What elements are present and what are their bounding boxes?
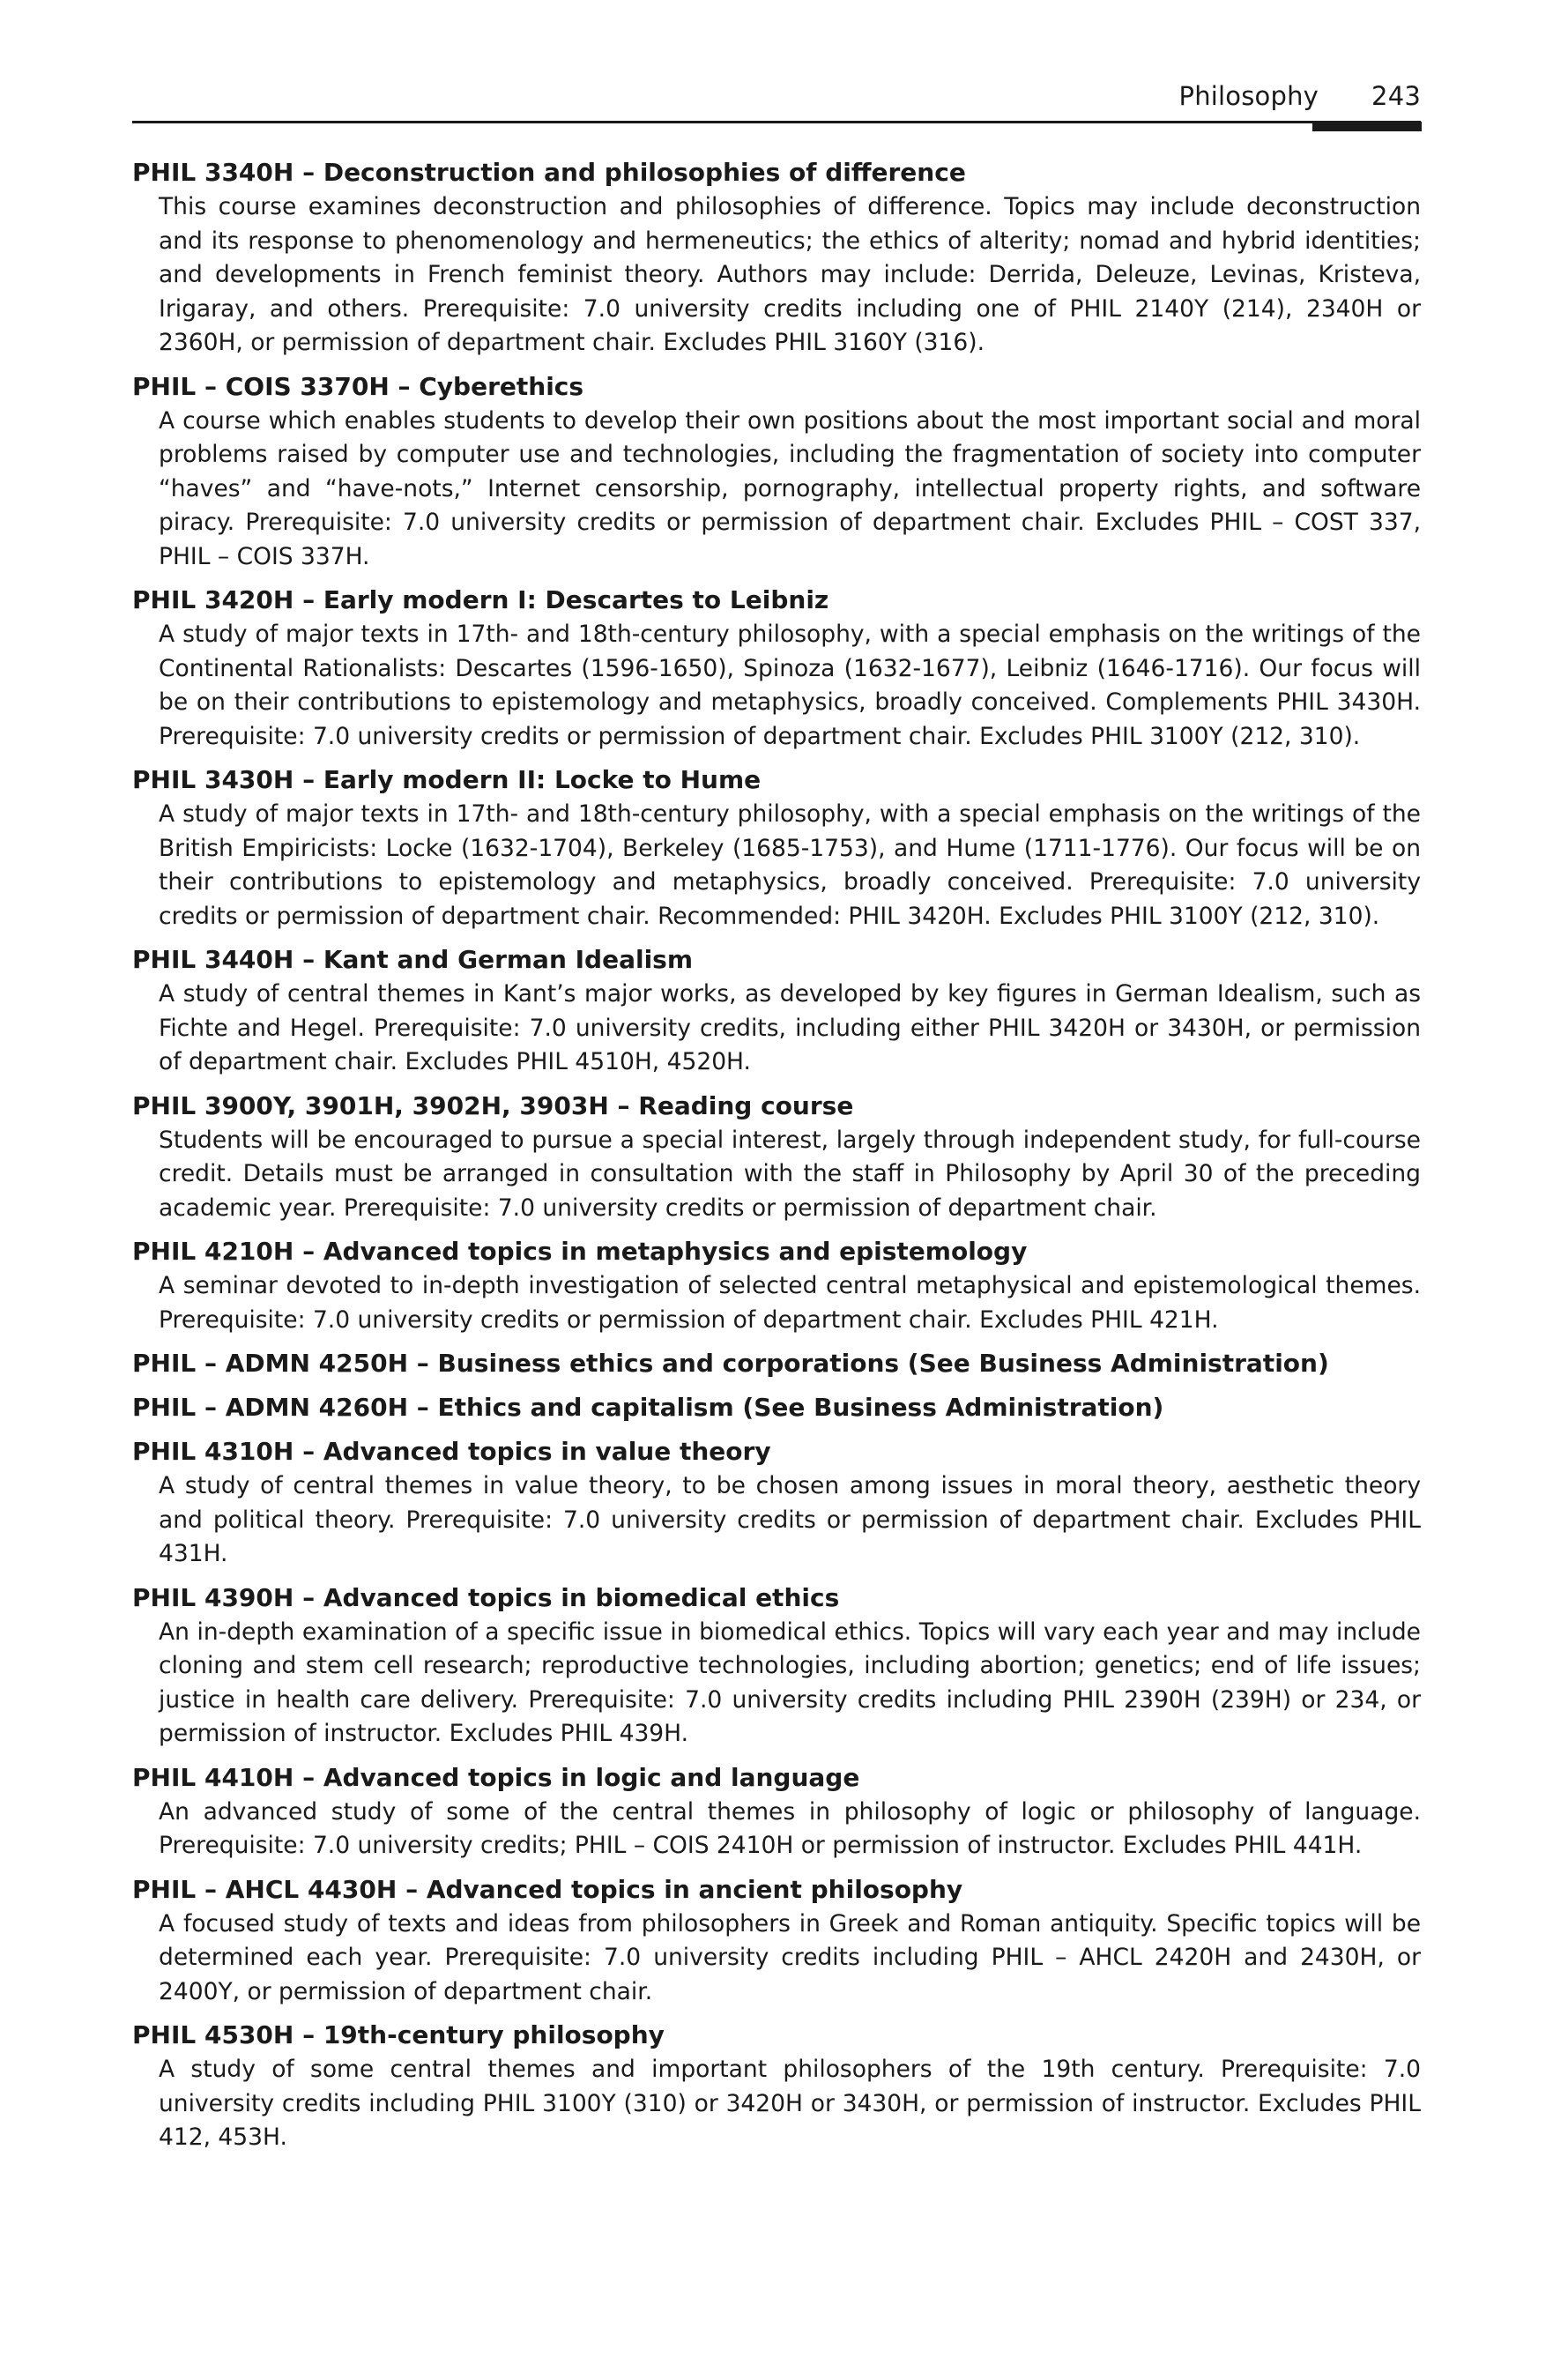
course-entry — [132, 583, 1421, 754]
course-description: A seminar devoted to in-depth investigation of selected central metaphysical and epistemological themes. Prerequisite: 7.0 university credits or permission of department chair. Excludes PHIL 421H. — [159, 1272, 1421, 1334]
course-entry — [132, 1872, 1421, 2010]
course-title: PHIL 3900Y, 3901H, 3902H, 3903H – Reading course — [132, 1090, 854, 1120]
course-description: A focused study of texts and ideas from philosophers in Greek and Roman antiquity. Specific topics will be determined each year. Prerequisite: 7.0 university credits including PHIL – AHCL 2420H and 2430H, or 2400Y, or permission of department chair. — [159, 1909, 1421, 2005]
course-description: A study of central themes in value theory, to be chosen among issues in moral theory, aesthetic theory and political theory. Prerequisite: 7.0 university credits or permission of department chair. Excludes PHIL 431H. — [159, 1472, 1421, 1567]
course-title: PHIL 3440H – Kant and German Idealism — [132, 945, 694, 974]
course-description: A study of central themes in Kant’s major works, as developed by key figures in German Idealism, such as Fichte and Hegel. Prerequisite: 7.0 university credits, including either PHIL 3420H or 3430H, or permission of department chair. Excludes PHIL 4510H, 4520H. — [159, 980, 1421, 1075]
course-description: An in-depth examination of a specific issue in biomedical ethics. Topics will vary each year and may include cloning and stem cell research; reproductive technologies, including abortion; genetics; end of life issues; justice in health care delivery. Prerequisite: 7.0 university credits including PHIL 2390H (239H) or 234, or permission of instructor. Excludes PHIL 439H. — [159, 1618, 1421, 1747]
course-title: PHIL – AHCL 4430H – Advanced topics in ancient philosophy — [132, 1874, 963, 1904]
course-entry — [132, 1580, 1421, 1752]
header-text — [1179, 81, 1421, 111]
course-title: PHIL – COIS 3370H – Cyberethics — [132, 371, 584, 401]
course-description: An advanced study of some of the central themes in philosophy of logic or philosophy of language. Prerequisite: 7.0 university credits; PHIL – COIS 2410H or permission of instructor. Excludes PHIL 441H. — [159, 1797, 1421, 1859]
course-entry — [132, 1234, 1421, 1337]
course-entry — [132, 369, 1421, 575]
course-title: PHIL 4310H – Advanced topics in value theory — [132, 1437, 771, 1466]
course-description: A study of some central themes and important philosophers of the 19th century. Prerequisite: 7.0 university credits including PHIL 3100Y (310) or 3420H or 3430H, or permission of instructor. Excludes PHIL 412, 453H. — [159, 2056, 1421, 2151]
course-title: PHIL – ADMN 4260H – Ethics and capitalism (See Business Administration) — [132, 1393, 1164, 1422]
course-title: PHIL 4390H – Advanced topics in biomedical ethics — [132, 1582, 840, 1612]
section-name: Philosophy — [1178, 81, 1319, 111]
course-entry — [132, 155, 1421, 361]
course-title: PHIL 4410H – Advanced topics in logic and language — [132, 1762, 860, 1792]
course-description: A study of major texts in 17th- and 18th-century philosophy, with a special emphasis on the writings of the British Empiricists: Locke (1632-1704), Berkeley (1685-1753), and Hume (1711-1776). Our focus will be on their contributions to epistemology and metaphysics, broadly conceived. Prerequisite: 7.0 university credits or permission of department chair. Recommended: PHIL 3420H. Excludes PHIL 3100Y (212, 310). — [159, 800, 1421, 930]
course-description: A course which enables students to develop their own positions about the most important social and moral problems raised by computer use and technologies, including the fragmentation of society into computer “haves” and “have-nots,” Internet censorship, pornography, intellectual property rights, and software piracy. Prerequisite: 7.0 university credits or permission of department chair. Excludes PHIL – COST 337, PHIL – COIS 337H. — [159, 406, 1421, 570]
course-entry — [132, 1760, 1421, 1863]
course-title: PHIL 3430H – Early modern II: Locke to Hume — [132, 765, 762, 794]
running-header — [132, 78, 1421, 127]
course-entry — [132, 1089, 1421, 1226]
course-entry — [132, 1434, 1421, 1572]
course-description: Students will be encouraged to pursue a special interest, largely through independent study, for full-course credit. Details must be arranged in consultation with the staff in Philosophy by April 30 of the preceding academic year. Prerequisite: 7.0 university credits or permission of department chair. — [159, 1126, 1421, 1222]
header-rule — [132, 121, 1421, 123]
course-title: PHIL 4530H – 19th-century philosophy — [132, 2020, 665, 2049]
course-entry — [132, 762, 1421, 933]
course-entry — [132, 2018, 1421, 2155]
course-description: A study of major texts in 17th- and 18th-century philosophy, with a special emphasis on the writings of the Continental Rationalists: Descartes (1596-1650), Spinoza (1632-1677), Leibniz (1646-1716). Our focus will be on their contributions to epistemology and metaphysics, broadly conceived. Complements PHIL 3430H. Prerequisite: 7.0 university credits or permission of department chair. Excludes PHIL 3100Y (212, 310). — [159, 621, 1421, 750]
course-list — [132, 155, 1421, 2164]
page-number: 243 — [1371, 81, 1421, 111]
course-entry — [132, 1346, 1421, 1381]
page-number-tab — [1312, 122, 1422, 131]
course-description: This course examines deconstruction and philosophies of difference. Topics may include deconstruction and its response to phenomenology and hermeneutics; the ethics of alterity; nomad and hybrid identities; and developments in French feminist theory. Authors may include: Derrida, Deleuze, Levinas, Kristeva, Irigaray, and others. Prerequisite: 7.0 university credits including one of PHIL 2140Y (214), 2340H or 2360H, or permission of department chair. Excludes PHIL 3160Y (316). — [159, 193, 1421, 356]
course-title: PHIL 3340H – Deconstruction and philosophies of difference — [132, 158, 966, 187]
course-entry — [132, 1390, 1421, 1425]
course-title: PHIL 3420H – Early modern I: Descartes to Leibniz — [132, 585, 829, 614]
course-title: PHIL 4210H – Advanced topics in metaphysics and epistemology — [132, 1237, 1028, 1266]
course-entry — [132, 942, 1421, 1080]
course-title: PHIL – ADMN 4250H – Business ethics and corporations (See Business Administration) — [132, 1349, 1329, 1378]
